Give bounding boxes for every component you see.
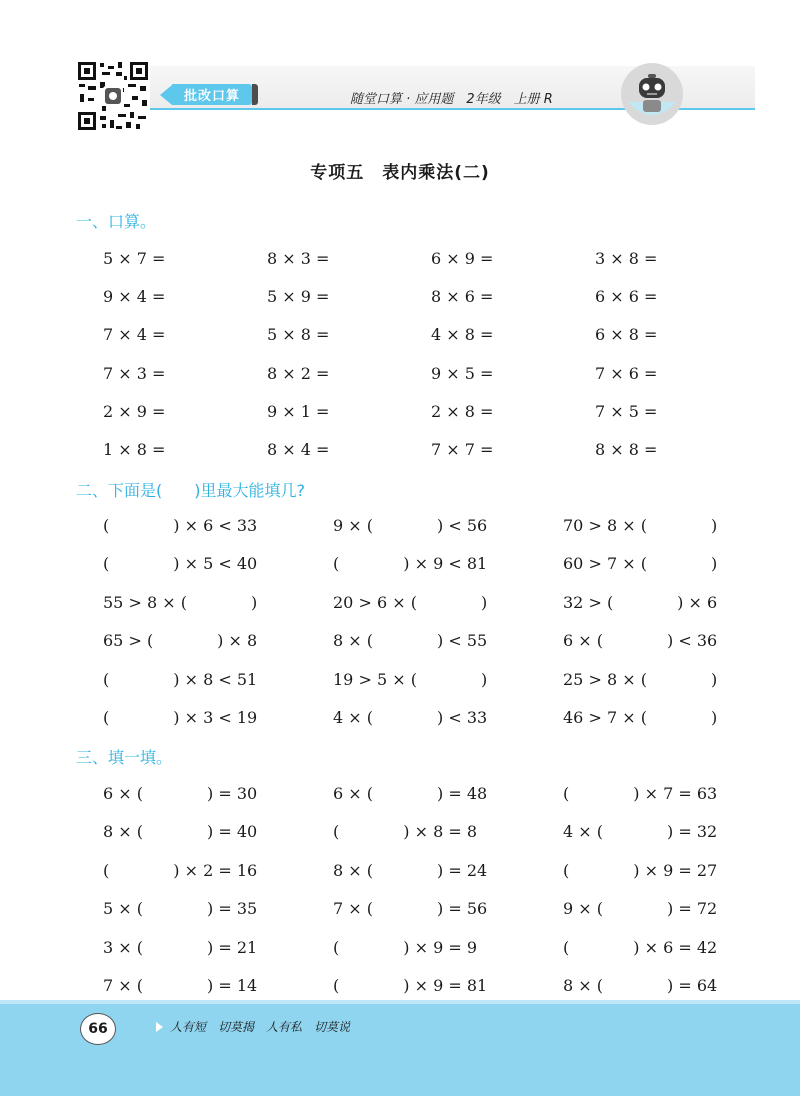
problem: 9 × ( ) < 56 <box>333 516 488 535</box>
robot-mascot-icon <box>620 62 684 126</box>
problem: 20 > 6 × ( ) <box>333 592 488 612</box>
section1-heading: 一、口算。 <box>76 212 157 231</box>
problem: 7 × 3 = <box>103 363 166 383</box>
problem: ( ) × 2 = 16 <box>103 860 258 880</box>
problem: 9 × 1 = <box>267 401 330 421</box>
qr-code <box>76 60 150 132</box>
section2-grid <box>103 515 723 745</box>
footer-band <box>0 1000 800 1096</box>
problem: 7 × 5 = <box>595 401 658 421</box>
problem: 6 × 6 = <box>595 287 658 307</box>
problem: ( ) × 9 < 81 <box>333 554 488 574</box>
section1-grid <box>103 248 715 477</box>
section3-heading: 三、填一填。 <box>76 748 173 767</box>
footer-highlight <box>0 1000 800 1004</box>
problem: 2 × 8 = <box>431 401 494 421</box>
problem: 8 × 8 = <box>595 439 658 459</box>
problem: 4 × ( ) = 32 <box>563 822 718 842</box>
problem: 3 × ( ) = 21 <box>103 937 258 957</box>
problem: ( ) × 9 = 27 <box>563 860 718 880</box>
problem: 7 × ( ) = 56 <box>333 899 488 919</box>
problem: 5 × 9 = <box>267 287 330 307</box>
problem: ( ) × 7 = 63 <box>563 784 718 803</box>
problem: 9 × 4 = <box>103 287 166 307</box>
tab-tail <box>252 84 258 105</box>
problem: 8 × ( ) < 55 <box>333 631 488 651</box>
tab-label: 批改口算 <box>172 84 252 105</box>
problem: 5 × 8 = <box>267 325 330 345</box>
problem: ( ) × 6 = 42 <box>563 937 718 957</box>
problem: 32 > ( ) × 6 <box>563 592 718 612</box>
problem: 6 × 9 = <box>431 249 494 268</box>
tab-arrow-icon <box>160 85 172 105</box>
problem: 9 × 5 = <box>431 363 494 383</box>
problem: ( ) × 9 = 81 <box>333 975 488 995</box>
problem: 8 × 2 = <box>267 363 330 383</box>
section-tab <box>160 84 260 105</box>
problem: 2 × 9 = <box>103 401 166 421</box>
problem: 9 × ( ) = 72 <box>563 899 718 919</box>
problem: 46 > 7 × ( ) <box>563 707 718 727</box>
section2-heading: 二、下面是( )里最大能填几? <box>76 481 305 500</box>
problem: 7 × 7 = <box>431 439 494 459</box>
problem: 4 × 8 = <box>431 325 494 345</box>
problem: ( ) × 9 = 9 <box>333 937 478 957</box>
problem: 60 > 7 × ( ) <box>563 554 718 574</box>
problem: 70 > 8 × ( ) <box>563 516 718 535</box>
book-title: 随堂口算 · 应用题 2年级 上册 R <box>350 92 553 107</box>
problem: 7 × 6 = <box>595 363 658 383</box>
problem: 25 > 8 × ( ) <box>563 669 718 689</box>
section3-grid <box>103 783 723 1013</box>
footer-motto: 人有短 切莫揭 人有私 切莫说 <box>170 1020 351 1034</box>
problem: 6 × ( ) = 30 <box>103 784 258 803</box>
problem: 5 × ( ) = 35 <box>103 899 258 919</box>
problem: ( ) × 5 < 40 <box>103 554 258 574</box>
problem: 1 × 8 = <box>103 439 166 459</box>
problem: 65 > ( ) × 8 <box>103 631 258 651</box>
problem: 8 × ( ) = 40 <box>103 822 258 842</box>
problem: 6 × ( ) = 48 <box>333 784 488 803</box>
problem: ( ) × 8 < 51 <box>103 669 258 689</box>
problem: 7 × ( ) = 14 <box>103 975 258 995</box>
problem: 8 × ( ) = 24 <box>333 860 488 880</box>
motto-arrow-icon <box>156 1022 163 1032</box>
problem: 8 × 4 = <box>267 439 330 459</box>
problem: 8 × ( ) = 64 <box>563 975 718 995</box>
problem: 6 × ( ) < 36 <box>563 631 718 651</box>
problem: 19 > 5 × ( ) <box>333 669 488 689</box>
problem: 8 × 6 = <box>431 287 494 307</box>
problem: 7 × 4 = <box>103 325 166 345</box>
page-title: 专项五 表内乘法(二) <box>310 163 490 183</box>
problem: ( ) × 6 < 33 <box>103 516 258 535</box>
problem: 3 × 8 = <box>595 249 658 268</box>
problem: 55 > 8 × ( ) <box>103 592 258 612</box>
problem: ( ) × 8 = 8 <box>333 822 478 842</box>
problem: ( ) × 3 < 19 <box>103 707 258 727</box>
problem: 8 × 3 = <box>267 249 330 268</box>
problem: 5 × 7 = <box>103 249 166 268</box>
page-number: 66 <box>80 1013 116 1045</box>
problem: 6 × 8 = <box>595 325 658 345</box>
problem: 4 × ( ) < 33 <box>333 707 488 727</box>
